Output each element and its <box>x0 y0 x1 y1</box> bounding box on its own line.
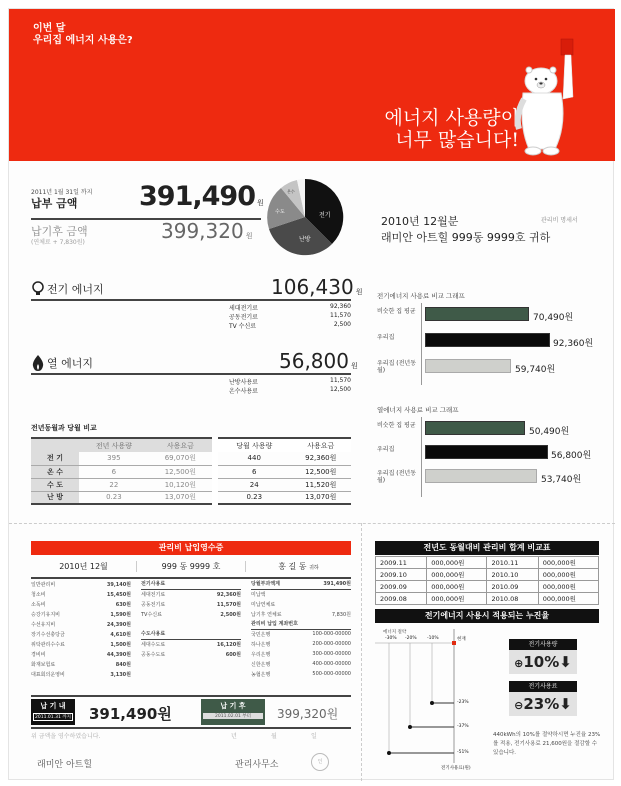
electric-items <box>229 303 351 330</box>
perforation-line <box>9 523 615 524</box>
statement-label: 관리비 명세서 <box>541 217 578 224</box>
cell: 12,500원 <box>149 465 215 478</box>
tick-label: 현재 <box>457 637 466 642</box>
receipt-info-row <box>31 557 351 575</box>
usage-symbol-icon: ⊕ <box>514 657 524 670</box>
bar-row <box>377 333 617 349</box>
header-cell: 사용요금 <box>149 438 215 452</box>
bar-category: 비슷한 집 평균 <box>377 422 416 429</box>
late-amount-group <box>161 219 252 243</box>
cell: 장기수선충당금 <box>31 631 65 638</box>
header-cell: 사용요금 <box>291 438 352 452</box>
bar-category: 비슷한 집 평균 <box>377 308 416 315</box>
cell: 0.23 <box>215 491 291 504</box>
flame-icon <box>31 355 45 371</box>
cell: 수선유지비 <box>31 621 56 628</box>
cell: 국민은행 <box>251 631 271 638</box>
receipt-col1 <box>31 579 131 679</box>
cell: 공동전기료 <box>141 601 166 608</box>
table-header-row <box>31 438 351 452</box>
badge-value-row <box>509 650 577 674</box>
table-row <box>31 649 131 659</box>
banner-message <box>384 107 519 151</box>
cell: 630원 <box>115 601 131 608</box>
apartment-name: 래미안 아트힐 <box>37 760 93 770</box>
electric-total-group <box>271 275 362 299</box>
row-header: 전 기 <box>31 452 79 465</box>
cell: 92,360원 <box>291 452 352 465</box>
electric-total: 106,430 <box>271 275 354 299</box>
cell: 13,070원 <box>291 491 352 504</box>
item-value: 12,500 <box>330 386 351 393</box>
date-field-year: 년 <box>231 733 237 740</box>
axis-top-label: 에너지 절약 <box>383 630 407 635</box>
cell: 세대전기료 <box>141 591 166 598</box>
section-header: 당월부과액계 <box>251 579 295 589</box>
table-row <box>376 557 599 569</box>
heat-total-group <box>279 349 358 373</box>
bar-value: 56,800원 <box>551 451 592 461</box>
cell: 69,070원 <box>149 452 215 465</box>
receipt-col3 <box>251 579 351 679</box>
cell: 6 <box>79 465 149 478</box>
won-symbol-icon: ⊖ <box>514 699 524 712</box>
lightbulb-icon <box>31 281 45 297</box>
badge-title: 전기사용료 <box>509 681 577 692</box>
table-row <box>376 581 599 593</box>
table-row <box>141 579 241 589</box>
banner-question-line1: 이번 달 <box>33 23 66 34</box>
table-row <box>31 465 351 478</box>
table-row <box>141 599 241 609</box>
table-row <box>31 659 131 669</box>
table-row <box>31 599 131 609</box>
bar-value: 59,740원 <box>515 365 556 375</box>
heat-item <box>229 386 351 395</box>
table-row <box>31 669 131 679</box>
heat-items <box>229 377 351 395</box>
cell: 200-000-00000 <box>312 641 351 647</box>
late-fee-note: (연체료 + 7,830원) <box>31 239 85 246</box>
table-row <box>31 609 131 619</box>
cell: 000,000원 <box>538 593 598 605</box>
perforation-line-vertical <box>361 523 362 781</box>
table-row <box>251 579 351 589</box>
bar <box>425 307 529 321</box>
bar-row <box>377 307 617 323</box>
cell <box>295 599 351 609</box>
table-row <box>141 629 241 639</box>
payment-amount-group <box>139 181 264 212</box>
right-tick-label: -51% <box>457 750 469 755</box>
table-row <box>251 659 351 669</box>
table-row <box>251 649 351 659</box>
cell: 000,000원 <box>427 581 487 593</box>
cell: 세대수도료 <box>141 641 166 648</box>
table-row <box>31 491 351 504</box>
compare-table-title: 전년동월과 당월 비교 <box>31 424 97 432</box>
pie-label-electric: 전기 <box>319 212 331 219</box>
divider <box>31 373 351 375</box>
late-payment-label: 납기후 금액 <box>31 225 88 238</box>
cell: 4,610원 <box>110 631 131 638</box>
cell: 000,000원 <box>427 569 487 581</box>
table-row <box>141 609 241 619</box>
divider <box>31 695 351 697</box>
table-row <box>31 452 351 465</box>
item-value: 92,360 <box>330 303 351 310</box>
cell: 400-000-00000 <box>312 661 351 667</box>
cell: 경비비 <box>31 651 46 658</box>
cell: 청소비 <box>31 591 46 598</box>
bar-row <box>377 469 617 485</box>
currency-label: 원 <box>245 232 253 240</box>
compare-table <box>31 437 351 505</box>
cell: 우리은행 <box>251 651 271 658</box>
cell: 2010.09 <box>487 581 538 593</box>
heat-energy-heading <box>31 355 93 371</box>
badge-value-row <box>509 692 577 716</box>
payment-amount: 391,490 <box>139 181 255 212</box>
cell: 11,520원 <box>291 478 352 491</box>
section-header: 관리비 납입 계좌번호 <box>251 619 351 629</box>
bar-value: 70,490원 <box>533 313 574 323</box>
heat-total: 56,800 <box>279 349 349 373</box>
banner-message-line1: 에너지 사용량이 <box>384 107 519 129</box>
banner-message-line2: 너무 많습니다! <box>395 129 519 151</box>
receipt-name: 홍 길 동 <box>278 561 307 571</box>
cell: 39,140원 <box>106 581 131 588</box>
polar-bear-mascot-icon <box>515 37 585 159</box>
bar-value: 50,490원 <box>529 427 570 437</box>
history-table <box>375 556 599 605</box>
axis-bottom-label: 전기사용료(원) <box>441 766 471 771</box>
badge-value: 23% <box>523 695 560 713</box>
cell: TV수신료 <box>141 611 162 618</box>
cell: 2009.10 <box>376 569 427 581</box>
item-label: 온수사용료 <box>229 388 258 395</box>
receipt-period: 2010년 12월 <box>59 561 108 571</box>
table-row <box>251 629 351 639</box>
late-date: 2011.02.01 부터 <box>203 713 263 719</box>
item-value: 2,500 <box>333 321 351 328</box>
late-amount-receipt: 399,320원 <box>277 707 339 721</box>
cell: 2010.08 <box>487 593 538 605</box>
due-date: 2011.01.31 까지 <box>33 713 73 721</box>
cell: 24 <box>215 478 291 491</box>
currency-label: 원 <box>355 288 363 296</box>
electric-item <box>229 321 351 330</box>
table-row <box>251 599 351 609</box>
late-label: 납 기 후 <box>220 702 246 710</box>
table-row <box>31 629 131 639</box>
cell: 1,590원 <box>110 611 131 618</box>
bar-category: 우리집 <box>377 446 395 453</box>
item-label: 공동전기료 <box>229 314 258 321</box>
total-charge: 391,490원 <box>295 579 351 589</box>
bar-category: 우리집 (전년동월) <box>377 360 417 374</box>
cell: 11,570원 <box>216 601 241 608</box>
history-title: 전년도 동월대비 관리비 합계 비교표 <box>375 541 599 555</box>
banner-question <box>33 23 133 47</box>
cell: 100-000-00000 <box>312 631 351 638</box>
bar <box>425 469 537 483</box>
section-header: 수도사용료 <box>141 629 241 639</box>
cell: 13,070원 <box>149 491 215 504</box>
banner-question-line2: 우리집 에너지 사용은? <box>33 35 133 46</box>
cell: 840원 <box>115 661 131 668</box>
table-row <box>376 569 599 581</box>
table-row <box>31 589 131 599</box>
bar-row <box>377 359 617 375</box>
divider <box>31 299 351 301</box>
currency-label: 원 <box>350 362 358 370</box>
cell: 하나은행 <box>251 641 271 648</box>
table-row <box>251 589 351 599</box>
table-row <box>141 619 241 629</box>
late-box <box>201 699 265 725</box>
item-value: 11,570 <box>330 377 351 384</box>
payment-label: 납부 금액 <box>31 197 78 210</box>
date-field-day: 일 <box>311 733 317 740</box>
cell: 2010.11 <box>487 557 538 569</box>
header-banner <box>9 9 615 161</box>
right-tick-label: -23% <box>457 700 469 705</box>
cell: 000,000원 <box>538 581 598 593</box>
cell: 000,000원 <box>538 569 598 581</box>
divider <box>31 727 351 729</box>
table-row <box>31 639 131 649</box>
table-row <box>31 478 351 491</box>
row-header: 수 도 <box>31 478 79 491</box>
tick-label: -30% <box>385 636 397 641</box>
due-amount: 391,490원 <box>89 705 172 723</box>
bar <box>425 333 550 347</box>
electric-item <box>229 303 351 312</box>
badge-value: 10% <box>523 653 560 671</box>
progressive-diagram <box>375 627 485 777</box>
cell: 395 <box>79 452 149 465</box>
cell: 소독비 <box>31 601 46 608</box>
table-row <box>251 619 351 629</box>
table-row <box>141 639 241 649</box>
cell: 92,360원 <box>216 591 241 598</box>
cell: 0.23 <box>79 491 149 504</box>
item-label: TV 수신료 <box>229 323 257 330</box>
cell: 2010.10 <box>487 569 538 581</box>
cell: 위탁관리수수료 <box>31 641 65 648</box>
cell: 2009.08 <box>376 593 427 605</box>
item-value: 11,570 <box>330 312 351 319</box>
bar <box>425 421 525 435</box>
due-date-note: 2011년 1월 31일 까지 <box>31 189 93 196</box>
cell: 16,120원 <box>216 641 241 648</box>
cell: 000,000원 <box>538 557 598 569</box>
cell: 농협은행 <box>251 671 271 678</box>
tick-label: -20% <box>405 636 417 641</box>
badge-title: 전기사용량 <box>509 639 577 650</box>
cell: 15,450원 <box>106 591 131 598</box>
date-field-month: 월 <box>271 733 277 740</box>
electric-energy-heading <box>31 281 104 297</box>
receipt-title: 관리비 납입영수증 <box>31 541 351 555</box>
electric-comparison-chart <box>377 291 617 391</box>
received-text: 위 금액을 영수하였습니다. <box>31 733 101 740</box>
cell: 화재보험료 <box>31 661 56 668</box>
cell: 300-000-00000 <box>312 651 351 657</box>
cell: 22 <box>79 478 149 491</box>
header-cell <box>31 438 79 452</box>
table-row <box>251 639 351 649</box>
table-row <box>251 609 351 619</box>
heat-comparison-chart <box>377 405 617 505</box>
bar-category: 우리집 (전년동월) <box>377 470 417 484</box>
cell: 3,130원 <box>110 671 131 678</box>
cell: 440 <box>215 452 291 465</box>
late-amount: 399,320 <box>161 219 244 243</box>
cell: 미납연체료 <box>251 601 276 608</box>
cell: 000,000원 <box>427 593 487 605</box>
row-header: 온 수 <box>31 465 79 478</box>
electric-energy-title: 전기 에너지 <box>47 283 104 296</box>
table-row <box>141 649 241 659</box>
pie-label-water: 수도 <box>275 209 285 215</box>
table-row <box>251 669 351 679</box>
progressive-title: 전기에너지 사용시 적용되는 누진율 <box>375 609 599 623</box>
pie-label-hotwater: 온수 <box>287 189 295 194</box>
cell: 7,830원 <box>331 611 351 618</box>
receipt-unit: 999 동 9999 호 <box>136 561 246 572</box>
cell: 일반관리비 <box>31 581 56 588</box>
cost-pie-chart <box>265 177 345 257</box>
cell: 500-000-00000 <box>312 671 351 677</box>
section-header: 전기사용료 <box>141 579 241 589</box>
bar-value: 92,360원 <box>553 339 594 349</box>
item-label: 난방사용료 <box>229 379 258 386</box>
chart-title: 전기에너지 사용료 비교 그래프 <box>377 292 465 300</box>
bar <box>425 359 511 373</box>
due-box <box>31 699 75 725</box>
cell: 44,390원 <box>106 651 131 658</box>
currency-label: 원 <box>256 199 264 207</box>
savings-note: 440kWh의 10%를 절약하시면 누진율 23%를 적용, 전기사용료 21,600원을 절감할 수 있습니다. <box>493 732 601 756</box>
row-header: 난 방 <box>31 491 79 504</box>
header-cell: 전년 사용량 <box>79 438 149 452</box>
energy-bill-page <box>8 8 614 780</box>
cell: 2,500원 <box>220 611 241 618</box>
receipt-col2 <box>141 579 241 659</box>
cell: 600원 <box>225 651 241 658</box>
bar <box>425 445 548 459</box>
cell: 신한은행 <box>251 661 271 668</box>
office-name: 관리사무소 <box>235 760 279 770</box>
pie-label-heating: 난방 <box>299 236 311 243</box>
arrow-down-icon: ⬇ <box>559 695 572 713</box>
cell: 승강기유지비 <box>31 611 60 618</box>
cell: 000,000원 <box>427 557 487 569</box>
cell: 납기후 연체료 <box>251 611 282 618</box>
receipt-honorific: 귀하 <box>309 564 319 571</box>
bar-value: 53,740원 <box>541 475 582 485</box>
chart-title: 열에너지 사용료 비교 그래프 <box>377 406 459 414</box>
cell: 대표회의운영비 <box>31 671 65 678</box>
cell: 10,120원 <box>149 478 215 491</box>
cell: 6 <box>215 465 291 478</box>
table-row <box>31 619 131 629</box>
recipient: 래미안 아트힐 999동 9999호 귀하 <box>381 231 551 244</box>
table-row <box>376 593 599 605</box>
table-row <box>31 579 131 589</box>
stamp-seal: 인 <box>311 753 329 771</box>
cell: 24,390원 <box>106 621 131 628</box>
bar-row <box>377 421 617 437</box>
cell: 2009.09 <box>376 581 427 593</box>
arrow-down-icon: ⬇ <box>559 653 572 671</box>
tick-label: -10% <box>427 636 439 641</box>
cell: 공동수도료 <box>141 651 166 658</box>
table-row <box>141 589 241 599</box>
heat-item <box>229 377 351 386</box>
electric-item <box>229 312 351 321</box>
billing-period: 2010년 12월분 <box>381 215 459 228</box>
header-cell: 당월 사용량 <box>215 438 291 452</box>
cost-reduction-badge <box>509 681 577 716</box>
right-tick-label: -37% <box>457 724 469 729</box>
cell: 2009.11 <box>376 557 427 569</box>
heat-energy-title: 열 에너지 <box>47 357 94 370</box>
cell <box>295 589 351 599</box>
bar-category: 우리집 <box>377 334 395 341</box>
cell: 1,500원 <box>110 641 131 648</box>
usage-reduction-badge <box>509 639 577 674</box>
bar-row <box>377 445 617 461</box>
cell: 12,500원 <box>291 465 352 478</box>
item-label: 세대전기료 <box>229 305 258 312</box>
due-label: 납 기 내 <box>40 702 66 710</box>
cell: 미납액 <box>251 591 266 598</box>
